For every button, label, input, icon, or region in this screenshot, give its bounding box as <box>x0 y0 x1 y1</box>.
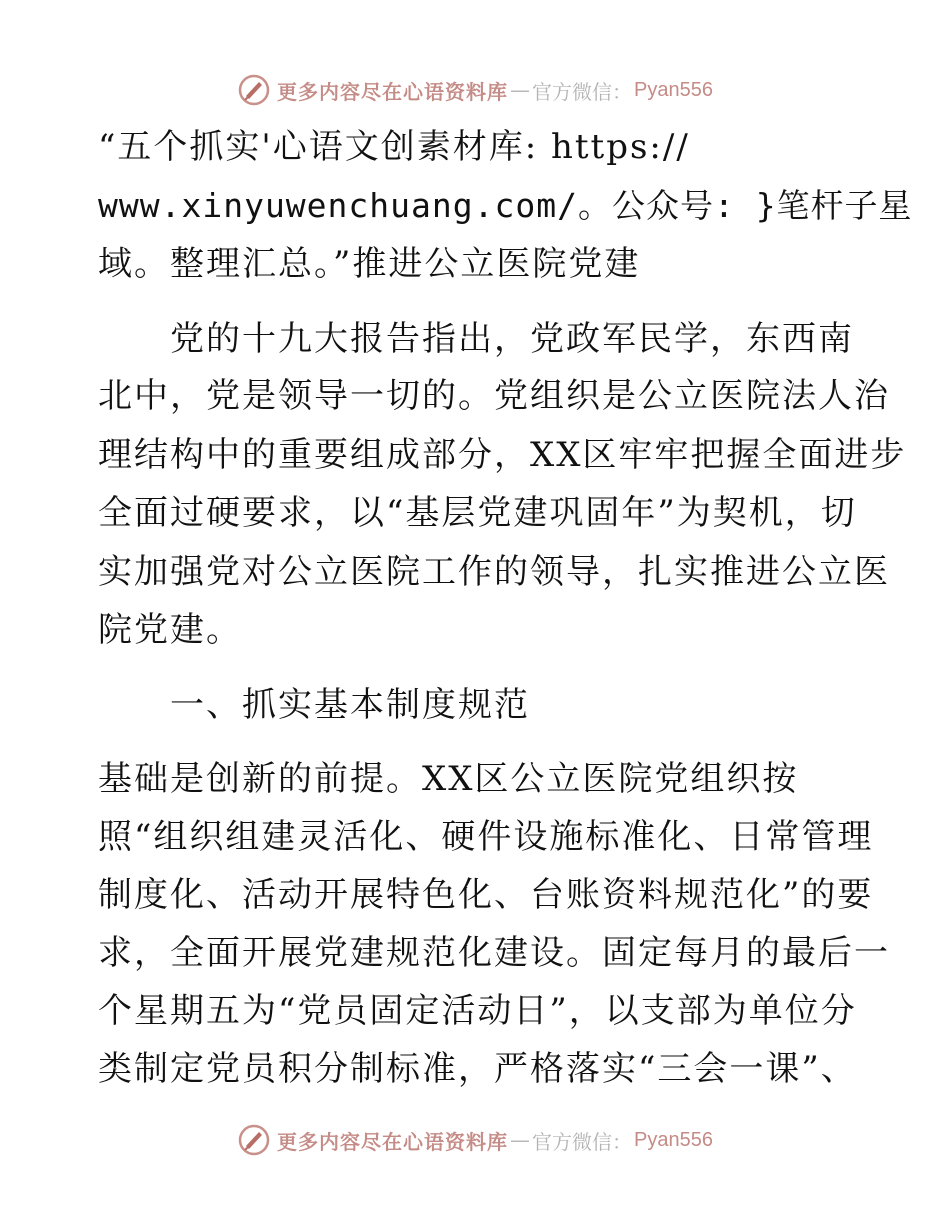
text-line: 全面过硬要求，以“基层党建巩固年”为契机，切 <box>98 493 857 533</box>
text-line: 求，全面开展党建规范化建设。固定每月的最后一 <box>98 933 890 973</box>
text-line: 院党建。 <box>98 610 242 650</box>
text-line: 基础是创新的前提。XX区公立医院党组织按 <box>98 759 799 799</box>
text-line: 理结构中的重要组成部分，XX区牢牢把握全面进步 <box>98 435 907 475</box>
banner-separator: — <box>510 78 531 102</box>
text-line: 个星期五为“党员固定活动日”，以支部为单位分 <box>98 991 857 1031</box>
text-line: 党的十九大报告指出，党政军民学，东西南 <box>98 319 854 359</box>
banner-main-text: 更多内容尽在心语资料库 <box>277 1129 509 1154</box>
banner-wechat-id: Pyan556 <box>634 78 713 101</box>
quill-logo-icon <box>237 1123 271 1157</box>
banner-wechat-id: Pyan556 <box>634 1128 713 1151</box>
text-line: 北中，党是领导一切的。党组织是公立医院法人治 <box>98 376 890 416</box>
text-line: 类制定党员积分制标准，严格落实“三会一课”、 <box>98 1049 857 1089</box>
banner-wechat-label: 官方微信： <box>532 79 633 104</box>
text-line: “五个抓实'心语文创素材库: https:// <box>98 127 690 167</box>
text-line: 照“组织组建灵活化、硬件设施标准化、日常管理 <box>98 817 874 857</box>
text-line: www.xinyuwenchuang.com/。公众号: }笔杆子星 <box>98 186 913 225</box>
footer-watermark-banner <box>0 1120 950 1160</box>
banner-separator: — <box>510 1128 531 1152</box>
text-line: 域。整理汇总。”推进公立医院党建 <box>98 244 641 284</box>
text-line: 制度化、活动开展特色化、台账资料规范化”的要 <box>98 875 874 915</box>
quill-logo-icon <box>237 73 271 107</box>
banner-wechat-label: 官方微信： <box>532 1129 633 1154</box>
header-watermark-banner <box>0 70 950 110</box>
text-line: 实加强党对公立医院工作的领导，扎实推进公立医 <box>98 552 890 592</box>
section-heading: 一、抓实基本制度规范 <box>98 685 530 725</box>
banner-main-text: 更多内容尽在心语资料库 <box>277 79 509 104</box>
